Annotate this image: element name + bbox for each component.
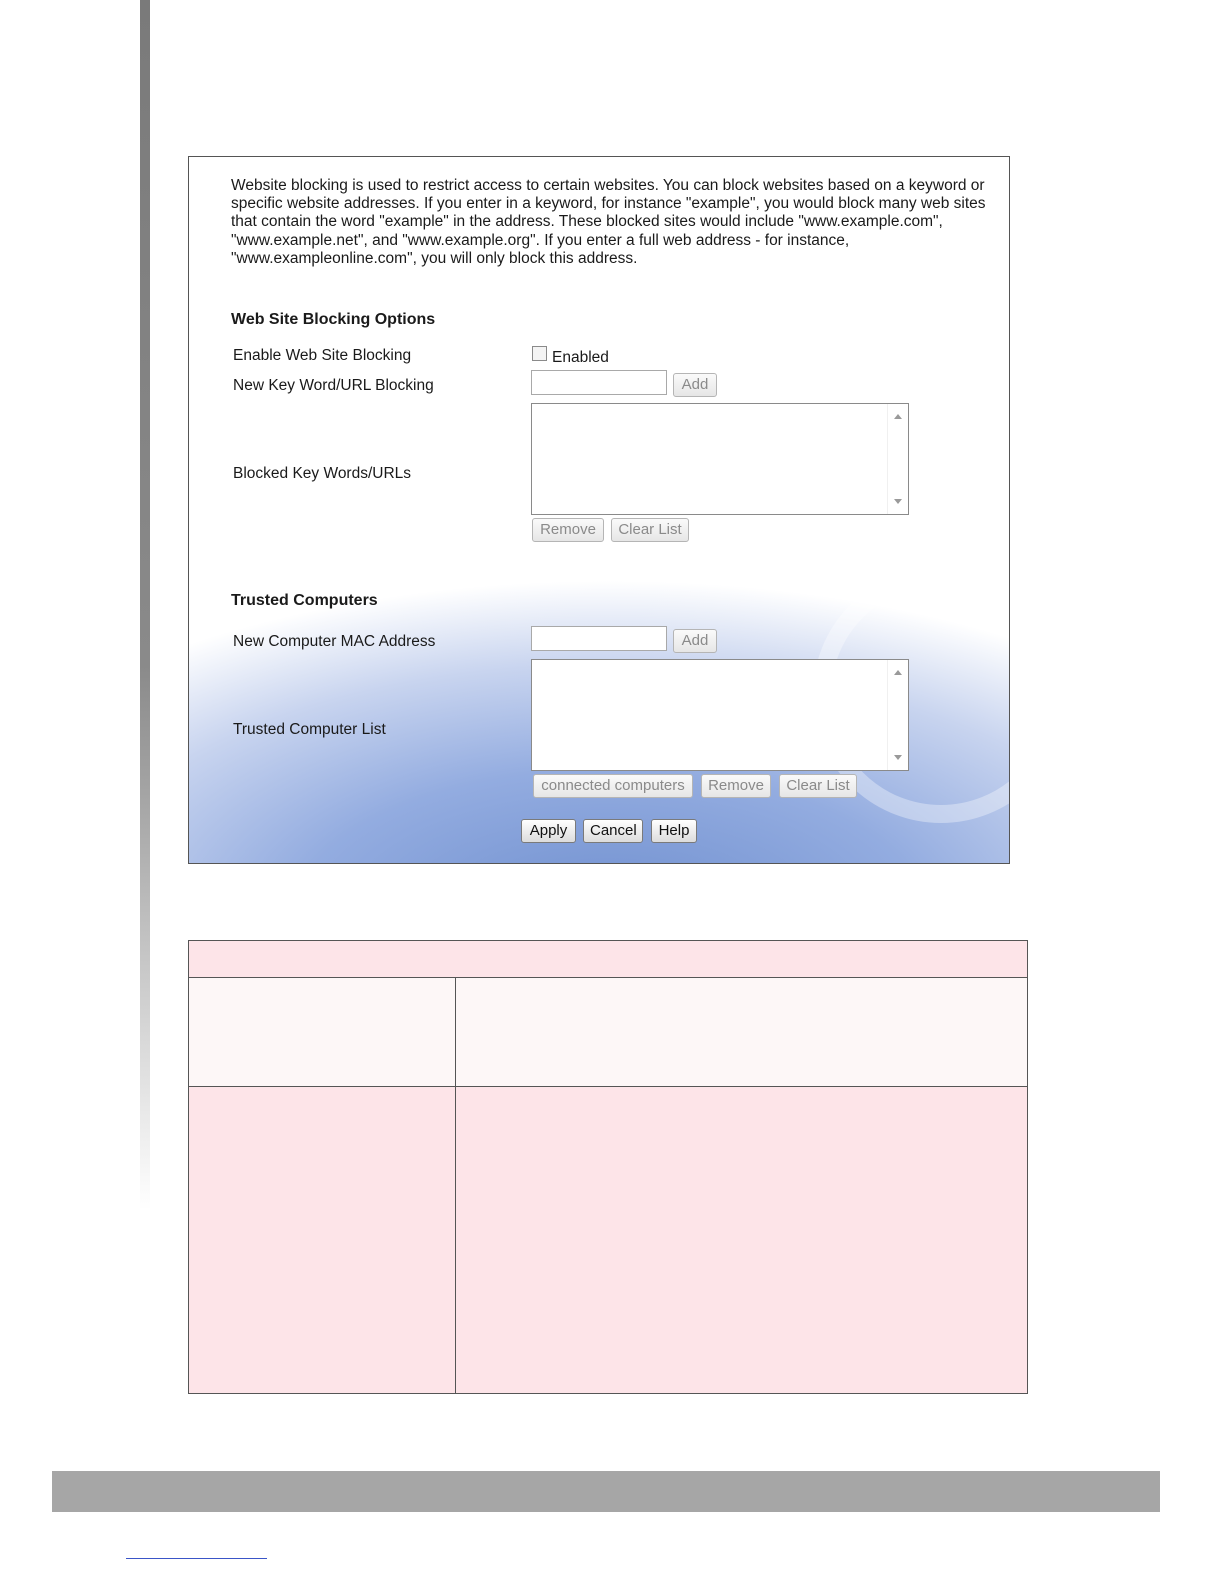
table-row-2-col-1 <box>189 1087 456 1393</box>
blocked-list-label: Blocked Key Words/URLs <box>233 465 412 482</box>
intro-text: Website blocking is used to restrict access to certain websites. You can block websites based on a keyword or specific website addresses. If you enter in a keyword, for instance "example", you would block many web sites that contain the word "example" in the address. These blocked sites would include "www.example.com", "www.example.net", and "www.example.org". If you enter a full web address - for instance, "www.exampleonline.com", you will only block this address. <box>231 177 986 267</box>
new-keyword-label: New Key Word/URL Blocking <box>233 377 434 394</box>
footer-link-underline[interactable] <box>126 1558 267 1559</box>
cancel-button[interactable]: Cancel <box>583 819 643 843</box>
new-mac-input[interactable] <box>531 626 667 651</box>
help-button[interactable]: Help <box>651 819 697 843</box>
table-row-1-col-1 <box>189 978 456 1087</box>
connected-computers-button[interactable]: connected computers <box>533 774 693 798</box>
table-row-1-col-2 <box>456 978 1027 1087</box>
scroll-down-icon[interactable] <box>894 755 902 760</box>
clear-keyword-list-button[interactable]: Clear List <box>611 518 689 542</box>
new-mac-label: New Computer MAC Address <box>233 633 436 650</box>
blocked-keywords-list[interactable] <box>531 403 909 515</box>
remove-keyword-button[interactable]: Remove <box>532 518 604 542</box>
table-row-2-col-2 <box>456 1087 1027 1393</box>
website-blocking-panel <box>188 156 1010 864</box>
left-margin-bar <box>140 0 150 1210</box>
enable-blocking-label: Enable Web Site Blocking <box>233 347 412 364</box>
scroll-down-icon[interactable] <box>894 499 902 504</box>
clear-trusted-list-button[interactable]: Clear List <box>779 774 857 798</box>
add-mac-button[interactable]: Add <box>673 629 717 653</box>
new-keyword-input[interactable] <box>531 370 667 395</box>
apply-button[interactable]: Apply <box>521 819 576 843</box>
parameter-table <box>188 940 1028 1394</box>
trusted-section-title: Trusted Computers <box>231 592 378 609</box>
remove-trusted-button[interactable]: Remove <box>701 774 771 798</box>
table-header-row <box>189 941 1027 978</box>
blocking-section-title: Web Site Blocking Options <box>231 311 436 328</box>
enabled-checkbox-label: Enabled <box>552 349 609 366</box>
scroll-up-icon[interactable] <box>894 670 902 675</box>
footer-bar <box>52 1471 1160 1512</box>
enable-blocking-checkbox[interactable] <box>532 346 547 361</box>
scroll-up-icon[interactable] <box>894 414 902 419</box>
trusted-list-label: Trusted Computer List <box>233 721 386 738</box>
trusted-list-scrollbar[interactable] <box>887 660 908 770</box>
trusted-computer-list[interactable] <box>531 659 909 771</box>
add-keyword-button[interactable]: Add <box>673 373 717 397</box>
blocked-list-scrollbar[interactable] <box>887 404 908 514</box>
